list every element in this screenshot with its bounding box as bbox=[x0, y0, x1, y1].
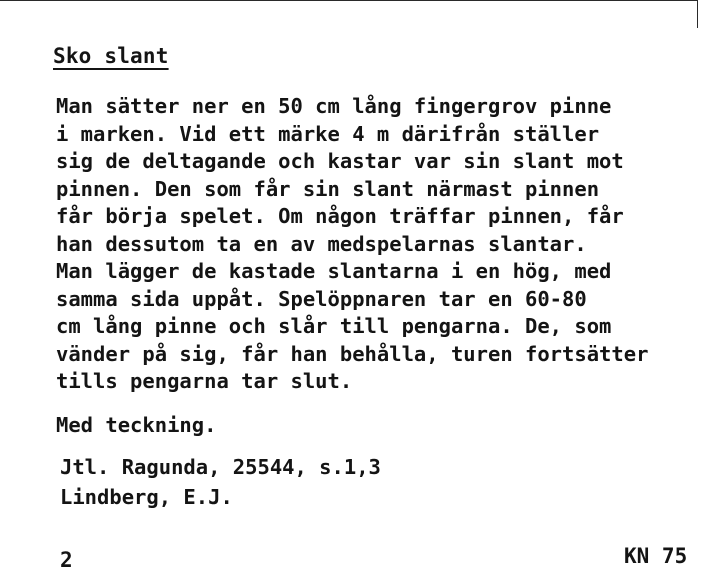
drawing-note: Med teckning. bbox=[56, 413, 217, 437]
source-line: Jtl. Ragunda, 25544, s.1,3 bbox=[60, 455, 381, 479]
description-line: tills pengarna tar slut. bbox=[56, 369, 353, 393]
description-line: Man lägger de kastade slantarna i en hög, med bbox=[56, 259, 612, 283]
archive-code: KN 75 bbox=[624, 544, 688, 568]
card-title: Sko slant bbox=[53, 44, 169, 68]
description-line: Man sätter ner en 50 cm lång fingergrov pinne bbox=[56, 94, 612, 118]
description-line: får börja spelet. Om någon träffar pinnen, får bbox=[56, 204, 624, 228]
description-line: samma sida uppåt. Spelöppnaren tar en 60-80 bbox=[56, 286, 587, 311]
page-number: 2 bbox=[60, 548, 73, 572]
description-line: pinnen. Den som får sin slant närmast pinnen bbox=[56, 176, 600, 201]
source-reference bbox=[60, 452, 381, 512]
description-line: sig de deltagande och kastar var sin slant mot bbox=[56, 149, 624, 173]
description-line: cm lång pinne och slår till pengarna. De, som bbox=[56, 314, 612, 338]
collector-line: Lindberg, E.J. bbox=[60, 485, 233, 509]
description-line: i marken. Vid ett märke 4 m därifrån ställer bbox=[56, 121, 600, 146]
description-line: han dessutom ta en av medspelarnas slantar. bbox=[56, 231, 587, 256]
description-text bbox=[56, 93, 648, 396]
card-top-edge bbox=[0, 0, 697, 1]
description-line: vänder på sig, får han behålla, turen fortsätter bbox=[56, 341, 649, 366]
card-right-edge bbox=[697, 0, 698, 28]
